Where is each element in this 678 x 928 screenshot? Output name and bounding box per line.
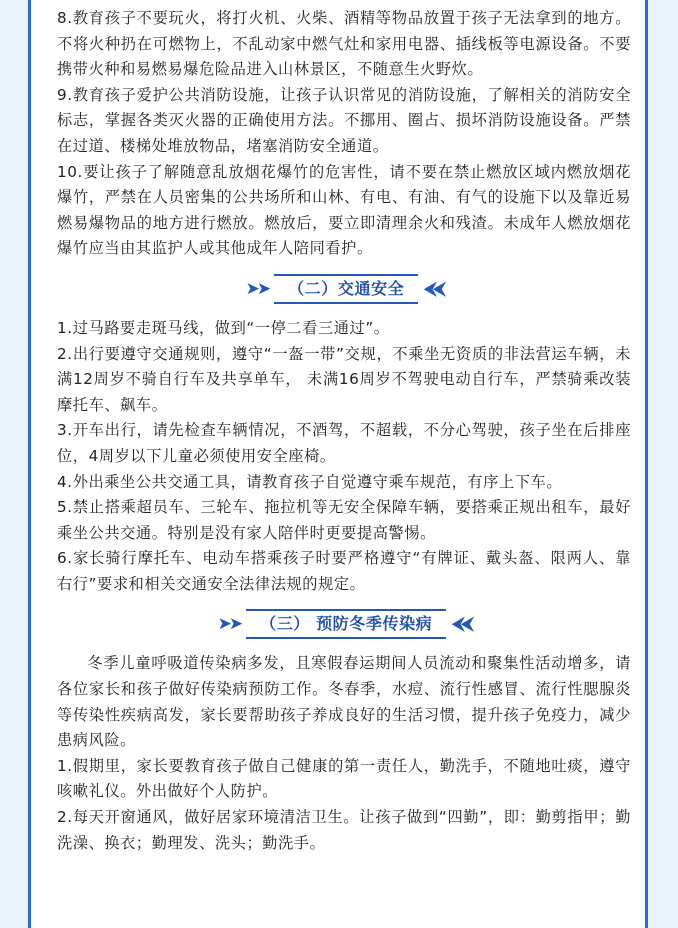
section-title-disease: （三） 预防冬季传染病 [246, 609, 446, 639]
article-page [28, 0, 648, 928]
fire-safety-item-8: 8.教育孩子不要玩火，将打火机、火柴、酒精等物品放置于孩子无法拿到的地方。不将火种扔在可燃物上，不乱动家中燃气灶和家用电器、插线板等电源设备。不要携带火种和易燃易爆危险品进入山林景区，不随意生火野炊。 [57, 9, 631, 79]
chevron-right-icon: ➤➤ [245, 278, 269, 299]
section-title-traffic: （二）交通安全 [274, 274, 418, 304]
disease-item-2: 2.每天开窗通风，做好居家环境清洁卫生。让孩子做到“四勤”，即：勤剪指甲；勤洗澡、换衣；勤理发、洗头；勤洗手。 [57, 808, 631, 852]
fire-safety-item-9: 9.教育孩子爱护公共消防设施，让孩子认识常见的消防设施，了解相关的消防安全标志，掌握各类灭火器的正确使用方法。不挪用、圈占、损坏消防设施设备。严禁在过道、楼梯处堆放物品，堵塞消防安全通道。 [57, 85, 631, 155]
chevron-left-icon: ⮜⮜ [424, 278, 443, 299]
disease-intro: 冬季儿童呼吸道传染病多发，且寒假春运期间人员流动和聚集性活动增多，请各位家长和孩子做好传染病预防工作。冬春季，水痘、流行性感冒、流行性腮腺炎等传染性疾病高发，家长要帮助孩子养成良好的生活习惯，提升孩子免疫力，减少患病风险。 [57, 654, 631, 750]
traffic-item-3: 3.开车出行，请先检查车辆情况，不酒驾，不超载，不分心驾驶，孩子坐在后排座位，4周岁以下儿童必须使用安全座椅。 [57, 421, 631, 465]
traffic-item-2: 2.出行要遵守交通规则，遵守“一盔一带”交规，不乘坐无资质的非法营运车辆，未满12周岁不骑自行车及共享单车， 未满16周岁不驾驶电动自行车，严禁骑乘改装摩托车、飙车。 [57, 344, 631, 414]
traffic-item-1: 1.过马路要走斑马线，做到“一停二看三通过”。 [57, 318, 390, 337]
section-heading-traffic [57, 274, 631, 304]
disease-item-1: 1.假期里，家长要教育孩子做自己健康的第一责任人，勤洗手，不随地吐痰，遵守咳嗽礼仪。外出做好个人防护。 [57, 756, 631, 801]
traffic-item-4: 4.外出乘坐公共交通工具，请教育孩子自觉遵守乘车规范，有序上下车。 [57, 472, 563, 491]
chevron-left-icon: ⮜⮜ [452, 614, 471, 635]
chevron-right-icon: ➤➤ [217, 614, 241, 635]
section-heading-disease [57, 609, 631, 639]
traffic-item-5: 5.禁止搭乘超员车、三轮车、拖拉机等无安全保障车辆，要搭乘正规出租车，最好乘坐公共交通。特别是没有家人陪伴时更要提高警惕。 [57, 498, 631, 542]
fire-safety-item-10: 10.要让孩子了解随意乱放烟花爆竹的危害性，请不要在禁止燃放区域内燃放烟花爆竹，严禁在人员密集的公共场所和山林、有电、有油、有气的设施下以及靠近易燃易爆物品的地方进行燃放。燃放后，要立即清理余火和残渣。未成年人燃放烟花爆竹应当由其监护人或其他成年人陪同看护。 [57, 162, 631, 258]
article-content [31, 0, 645, 856]
traffic-item-6: 6.家长骑行摩托车、电动车搭乘孩子时要严格遵守“有牌证、戴头盔、限两人、靠右行”要求和相关交通安全法律法规的规定。 [57, 549, 631, 593]
